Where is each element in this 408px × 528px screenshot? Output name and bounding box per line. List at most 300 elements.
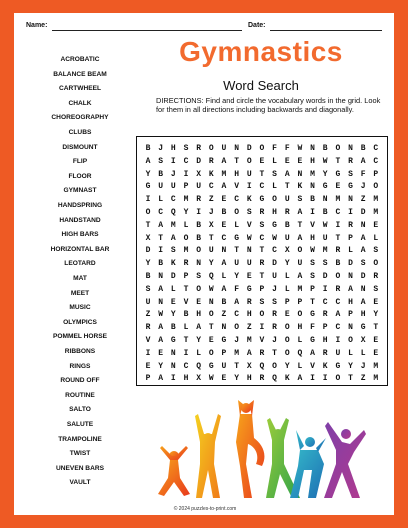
grid-letter[interactable]: S <box>170 246 176 256</box>
grid-letter[interactable]: H <box>183 374 189 384</box>
grid-letter[interactable]: B <box>158 169 164 179</box>
grid-letter[interactable]: U <box>208 246 214 256</box>
grid-letter[interactable]: Z <box>360 195 366 205</box>
grid-letter[interactable]: T <box>310 297 315 307</box>
grid-letter[interactable]: N <box>348 144 353 153</box>
grid-letter[interactable]: L <box>272 156 277 166</box>
grid-letter[interactable]: E <box>373 297 379 307</box>
grid-letter[interactable]: R <box>246 297 252 307</box>
grid-letter[interactable]: O <box>208 310 214 320</box>
grid-letter[interactable]: F <box>360 169 366 179</box>
grid-letter[interactable]: L <box>348 246 353 256</box>
grid-letter[interactable]: P <box>284 297 290 307</box>
grid-letter[interactable]: Z <box>360 374 366 384</box>
grid-letter[interactable]: C <box>335 208 341 217</box>
grid-letter[interactable]: Y <box>348 361 353 371</box>
grid-letter[interactable]: O <box>272 361 277 371</box>
grid-letter[interactable]: I <box>196 208 202 217</box>
grid-letter[interactable]: E <box>246 272 252 281</box>
grid-letter[interactable]: R <box>348 220 353 230</box>
grid-letter[interactable]: M <box>373 374 379 384</box>
grid-letter[interactable]: C <box>183 361 189 371</box>
grid-letter[interactable]: T <box>297 220 303 230</box>
grid-letter[interactable]: C <box>158 208 164 217</box>
grid-letter[interactable]: O <box>196 284 202 294</box>
grid-letter[interactable]: T <box>259 169 265 179</box>
grid-letter[interactable]: T <box>145 220 151 230</box>
grid-letter[interactable]: B <box>183 310 189 320</box>
grid-letter[interactable]: N <box>158 297 164 307</box>
grid-letter[interactable]: D <box>170 272 176 281</box>
grid-letter[interactable]: L <box>284 284 290 294</box>
grid-letter[interactable]: E <box>373 220 379 230</box>
grid-letter[interactable]: I <box>259 323 265 333</box>
grid-letter[interactable]: Y <box>373 310 379 320</box>
grid-letter[interactable]: S <box>259 220 265 230</box>
grid-letter[interactable]: R <box>145 323 151 333</box>
grid-letter[interactable]: N <box>221 323 227 333</box>
grid-letter[interactable]: Y <box>322 169 328 179</box>
grid-letter[interactable]: S <box>196 272 202 281</box>
grid-letter[interactable]: B <box>360 144 366 153</box>
grid-letter[interactable]: X <box>196 169 202 179</box>
grid-letter[interactable]: B <box>335 259 341 269</box>
grid-letter[interactable]: R <box>196 195 202 205</box>
grid-letter[interactable]: Z <box>221 310 227 320</box>
grid-letter[interactable]: O <box>259 144 265 153</box>
grid-letter[interactable]: M <box>170 220 176 230</box>
grid-letter[interactable]: R <box>208 156 214 166</box>
grid-letter[interactable]: H <box>348 297 353 307</box>
grid-letter[interactable]: R <box>335 284 341 294</box>
grid-letter[interactable]: R <box>284 208 290 217</box>
grid-letter[interactable]: F <box>272 144 277 153</box>
grid-letter[interactable]: J <box>360 361 366 371</box>
grid-letter[interactable]: E <box>170 297 176 307</box>
grid-letter[interactable]: N <box>170 348 176 358</box>
grid-letter[interactable]: G <box>310 310 315 320</box>
grid-letter[interactable]: T <box>259 272 265 281</box>
grid-letter[interactable]: A <box>221 259 227 269</box>
grid-letter[interactable]: V <box>234 182 239 192</box>
grid-letter[interactable]: J <box>234 336 239 345</box>
grid-letter[interactable]: D <box>246 144 252 153</box>
grid-letter[interactable]: A <box>360 297 366 307</box>
grid-letter[interactable]: X <box>196 374 202 384</box>
grid-letter[interactable]: A <box>158 220 164 230</box>
grid-letter[interactable]: E <box>284 310 290 320</box>
grid-letter[interactable]: O <box>196 246 202 256</box>
grid-letter[interactable]: O <box>234 323 239 333</box>
grid-letter[interactable]: O <box>208 348 214 358</box>
grid-letter[interactable]: A <box>335 310 341 320</box>
grid-letter[interactable]: H <box>246 374 252 384</box>
grid-letter[interactable]: X <box>145 233 151 243</box>
grid-letter[interactable]: T <box>335 156 341 166</box>
grid-letter[interactable]: R <box>373 272 379 281</box>
grid-letter[interactable]: Y <box>145 169 151 179</box>
grid-letter[interactable]: U <box>221 144 227 153</box>
grid-letter[interactable]: M <box>246 336 252 345</box>
grid-letter[interactable]: N <box>221 246 227 256</box>
grid-letter[interactable]: H <box>272 208 277 217</box>
grid-letter[interactable]: N <box>360 220 366 230</box>
grid-letter[interactable]: S <box>322 259 328 269</box>
grid-letter[interactable]: A <box>360 233 366 243</box>
grid-letter[interactable]: R <box>183 259 189 269</box>
grid-letter[interactable]: S <box>348 169 353 179</box>
grid-letter[interactable]: N <box>196 259 202 269</box>
grid-letter[interactable]: S <box>259 297 265 307</box>
grid-letter[interactable]: S <box>158 156 164 166</box>
grid-letter[interactable]: M <box>221 169 227 179</box>
grid-letter[interactable]: A <box>158 323 164 333</box>
grid-letter[interactable]: V <box>145 336 151 345</box>
grid-letter[interactable]: N <box>208 297 214 307</box>
grid-letter[interactable]: M <box>297 284 303 294</box>
grid-letter[interactable]: Y <box>284 361 290 371</box>
grid-letter[interactable]: E <box>221 220 227 230</box>
grid-letter[interactable]: V <box>259 336 265 345</box>
grid-letter[interactable]: C <box>373 156 379 166</box>
grid-letter[interactable]: V <box>183 297 189 307</box>
grid-letter[interactable]: R <box>196 144 202 153</box>
grid-letter[interactable]: O <box>373 182 379 192</box>
grid-letter[interactable]: N <box>158 272 164 281</box>
grid-letter[interactable]: J <box>208 208 214 217</box>
grid-letter[interactable]: W <box>322 156 328 166</box>
grid-letter[interactable]: B <box>322 144 328 153</box>
grid-letter[interactable]: J <box>158 144 164 153</box>
grid-letter[interactable]: A <box>158 336 164 345</box>
grid-letter[interactable]: W <box>158 310 164 320</box>
grid-letter[interactable]: N <box>310 144 315 153</box>
grid-letter[interactable]: M <box>310 169 315 179</box>
grid-letter[interactable]: T <box>234 156 239 166</box>
grid-letter[interactable]: Y <box>145 259 151 269</box>
grid-letter[interactable]: N <box>310 182 315 192</box>
grid-letter[interactable]: L <box>196 348 202 358</box>
grid-letter[interactable]: F <box>284 144 290 153</box>
grid-letter[interactable]: E <box>221 195 227 205</box>
grid-letter[interactable]: J <box>272 284 277 294</box>
grid-letter[interactable]: G <box>221 336 227 345</box>
grid-letter[interactable]: R <box>322 310 328 320</box>
grid-letter[interactable]: N <box>360 284 366 294</box>
grid-letter[interactable]: Q <box>208 272 214 281</box>
grid-letter[interactable]: O <box>183 233 189 243</box>
grid-letter[interactable]: S <box>272 169 277 179</box>
grid-letter[interactable]: P <box>322 323 328 333</box>
grid-letter[interactable]: B <box>322 208 328 217</box>
grid-letter[interactable]: A <box>284 169 290 179</box>
grid-letter[interactable]: H <box>297 323 303 333</box>
grid-letter[interactable]: C <box>183 156 189 166</box>
grid-letter[interactable]: B <box>145 144 151 153</box>
grid-letter[interactable]: S <box>373 246 379 256</box>
grid-letter[interactable]: B <box>158 259 164 269</box>
grid-letter[interactable]: T <box>234 361 239 371</box>
grid-letter[interactable]: J <box>170 169 176 179</box>
grid-letter[interactable]: O <box>234 208 239 217</box>
grid-letter[interactable]: R <box>259 259 265 269</box>
grid-letter[interactable]: K <box>246 195 252 205</box>
grid-letter[interactable]: I <box>158 246 164 256</box>
grid-letter[interactable]: C <box>234 310 239 320</box>
grid-letter[interactable]: A <box>310 348 315 358</box>
grid-letter[interactable]: U <box>246 259 252 269</box>
grid-letter[interactable]: A <box>158 374 164 384</box>
grid-letter[interactable]: B <box>196 233 202 243</box>
grid-letter[interactable]: O <box>246 156 252 166</box>
grid-letter[interactable]: Y <box>234 272 239 281</box>
grid-letter[interactable]: E <box>373 348 379 358</box>
grid-letter[interactable]: N <box>170 361 176 371</box>
grid-letter[interactable]: N <box>348 272 353 281</box>
grid-letter[interactable]: G <box>335 169 341 179</box>
grid-letter[interactable]: R <box>322 348 328 358</box>
grid-letter[interactable]: L <box>234 220 239 230</box>
grid-letter[interactable]: G <box>272 220 277 230</box>
grid-letter[interactable]: O <box>335 144 341 153</box>
grid-letter[interactable]: W <box>310 246 315 256</box>
grid-letter[interactable]: H <box>310 156 315 166</box>
grid-letter[interactable]: H <box>170 144 176 153</box>
grid-letter[interactable]: P <box>183 182 189 192</box>
grid-letter[interactable]: G <box>348 182 353 192</box>
grid-letter[interactable]: D <box>360 272 366 281</box>
grid-letter[interactable]: F <box>234 284 239 294</box>
grid-letter[interactable]: O <box>272 195 277 205</box>
grid-letter[interactable]: A <box>297 233 303 243</box>
grid-letter[interactable]: M <box>322 246 328 256</box>
grid-letter[interactable]: Q <box>170 208 176 217</box>
grid-letter[interactable]: O <box>297 246 303 256</box>
grid-letter[interactable]: G <box>322 182 328 192</box>
grid-letter[interactable]: W <box>322 220 328 230</box>
grid-letter[interactable]: L <box>297 336 303 345</box>
grid-letter[interactable]: N <box>322 195 328 205</box>
grid-letter[interactable]: H <box>322 336 328 345</box>
grid-letter[interactable]: A <box>246 348 252 358</box>
grid-letter[interactable]: S <box>360 259 366 269</box>
grid-letter[interactable]: T <box>373 323 379 333</box>
grid-letter[interactable]: U <box>196 182 202 192</box>
grid-letter[interactable]: O <box>208 144 214 153</box>
grid-letter[interactable]: T <box>272 348 277 358</box>
grid-letter[interactable]: M <box>183 195 189 205</box>
grid-letter[interactable]: L <box>297 361 303 371</box>
grid-letter[interactable]: R <box>272 323 277 333</box>
grid-letter[interactable]: C <box>259 182 265 192</box>
grid-letter[interactable]: U <box>297 259 303 269</box>
grid-letter[interactable]: P <box>373 169 379 179</box>
grid-letter[interactable]: H <box>196 310 202 320</box>
grid-letter[interactable]: L <box>373 233 379 243</box>
grid-letter[interactable]: X <box>360 336 366 345</box>
grid-letter[interactable]: U <box>170 182 176 192</box>
grid-letter[interactable]: B <box>170 323 176 333</box>
grid-letter[interactable]: A <box>170 233 176 243</box>
grid-letter[interactable]: N <box>348 323 353 333</box>
grid-letter[interactable]: P <box>221 348 227 358</box>
grid-letter[interactable]: D <box>272 259 277 269</box>
grid-letter[interactable]: E <box>196 297 202 307</box>
grid-letter[interactable]: O <box>284 348 290 358</box>
grid-letter[interactable]: X <box>246 361 252 371</box>
grid-letter[interactable]: B <box>284 220 290 230</box>
grid-letter[interactable]: I <box>183 169 189 179</box>
grid-letter[interactable]: I <box>322 374 328 384</box>
grid-letter[interactable]: I <box>335 220 341 230</box>
grid-letter[interactable]: G <box>246 284 252 294</box>
grid-letter[interactable]: M <box>335 195 341 205</box>
grid-letter[interactable]: E <box>158 348 164 358</box>
grid-letter[interactable]: U <box>284 195 290 205</box>
grid-letter[interactable]: M <box>373 208 379 217</box>
grid-letter[interactable]: Q <box>196 361 202 371</box>
grid-letter[interactable]: C <box>272 246 277 256</box>
grid-letter[interactable]: E <box>373 336 379 345</box>
grid-letter[interactable]: P <box>310 284 315 294</box>
grid-letter[interactable]: Y <box>234 374 239 384</box>
grid-letter[interactable]: T <box>335 233 341 243</box>
grid-letter[interactable]: T <box>208 323 214 333</box>
grid-letter[interactable]: Q <box>259 361 265 371</box>
grid-letter[interactable]: N <box>246 246 252 256</box>
grid-letter[interactable]: G <box>170 336 176 345</box>
grid-letter[interactable]: Y <box>170 310 176 320</box>
grid-letter[interactable]: Z <box>208 195 214 205</box>
grid-letter[interactable]: Q <box>297 348 303 358</box>
grid-letter[interactable]: C <box>259 233 265 243</box>
grid-letter[interactable]: D <box>196 156 202 166</box>
grid-letter[interactable]: W <box>208 284 214 294</box>
grid-letter[interactable]: Y <box>196 336 202 345</box>
grid-letter[interactable]: B <box>310 195 315 205</box>
grid-letter[interactable]: P <box>348 233 353 243</box>
grid-letter[interactable]: I <box>145 195 151 205</box>
grid-letter[interactable]: J <box>360 182 366 192</box>
grid-letter[interactable]: O <box>373 259 379 269</box>
grid-letter[interactable]: L <box>284 272 290 281</box>
grid-letter[interactable]: O <box>348 336 353 345</box>
grid-letter[interactable]: I <box>170 156 176 166</box>
grid-letter[interactable]: I <box>170 374 176 384</box>
grid-letter[interactable]: L <box>272 182 277 192</box>
grid-letter[interactable]: R <box>259 374 265 384</box>
grid-letter[interactable]: E <box>259 156 265 166</box>
grid-letter[interactable]: M <box>183 246 189 256</box>
grid-letter[interactable]: N <box>348 195 353 205</box>
grid-letter[interactable]: O <box>297 310 303 320</box>
grid-letter[interactable]: A <box>297 272 303 281</box>
grid-letter[interactable]: D <box>322 272 328 281</box>
grid-letter[interactable]: E <box>297 156 303 166</box>
grid-letter[interactable]: R <box>259 208 265 217</box>
grid-letter[interactable]: A <box>196 323 202 333</box>
grid-letter[interactable]: Q <box>272 374 277 384</box>
grid-letter[interactable]: L <box>360 348 366 358</box>
grid-letter[interactable]: G <box>259 195 265 205</box>
grid-letter[interactable]: V <box>310 361 315 371</box>
grid-letter[interactable]: A <box>145 156 151 166</box>
grid-letter[interactable]: N <box>297 169 303 179</box>
grid-letter[interactable]: C <box>234 195 239 205</box>
grid-letter[interactable]: O <box>335 374 341 384</box>
grid-letter[interactable]: S <box>145 284 151 294</box>
grid-letter[interactable]: G <box>360 323 366 333</box>
grid-letter[interactable]: I <box>183 348 189 358</box>
grid-letter[interactable]: U <box>234 259 239 269</box>
grid-letter[interactable]: E <box>221 374 227 384</box>
grid-letter[interactable]: M <box>373 361 379 371</box>
grid-letter[interactable]: G <box>234 233 239 243</box>
grid-letter[interactable]: E <box>145 361 151 371</box>
grid-letter[interactable]: C <box>373 144 379 153</box>
grid-letter[interactable]: U <box>272 272 277 281</box>
grid-letter[interactable]: A <box>221 156 227 166</box>
grid-letter[interactable]: O <box>259 310 265 320</box>
grid-letter[interactable]: U <box>246 169 252 179</box>
grid-letter[interactable]: B <box>196 220 202 230</box>
grid-letter[interactable]: A <box>297 374 303 384</box>
grid-letter[interactable]: E <box>208 336 214 345</box>
grid-letter[interactable]: L <box>183 220 189 230</box>
grid-letter[interactable]: R <box>348 156 353 166</box>
grid-letter[interactable]: U <box>221 361 227 371</box>
grid-letter[interactable]: T <box>183 336 189 345</box>
grid-letter[interactable]: W <box>208 374 214 384</box>
grid-letter[interactable]: B <box>221 297 227 307</box>
grid-letter[interactable]: U <box>284 233 290 243</box>
grid-letter[interactable]: S <box>310 272 315 281</box>
grid-letter[interactable]: I <box>322 284 328 294</box>
grid-letter[interactable]: P <box>297 297 303 307</box>
grid-letter[interactable]: S <box>183 144 189 153</box>
grid-letter[interactable]: O <box>335 272 341 281</box>
grid-letter[interactable]: X <box>208 220 214 230</box>
grid-letter[interactable]: Y <box>284 259 290 269</box>
grid-letter[interactable]: F <box>310 323 315 333</box>
grid-letter[interactable]: H <box>310 233 315 243</box>
grid-letter[interactable]: S <box>272 297 277 307</box>
grid-letter[interactable]: R <box>335 246 341 256</box>
grid-letter[interactable]: G <box>208 361 214 371</box>
grid-letter[interactable]: I <box>310 374 315 384</box>
grid-letter[interactable]: U <box>158 182 164 192</box>
grid-letter[interactable]: K <box>208 169 214 179</box>
grid-letter[interactable]: I <box>348 208 353 217</box>
grid-letter[interactable]: P <box>183 272 189 281</box>
grid-letter[interactable]: A <box>348 284 353 294</box>
grid-letter[interactable]: W <box>246 233 252 243</box>
grid-letter[interactable]: B <box>145 272 151 281</box>
grid-letter[interactable]: W <box>272 233 277 243</box>
grid-letter[interactable]: L <box>221 272 227 281</box>
grid-letter[interactable]: H <box>246 310 252 320</box>
grid-letter[interactable]: S <box>246 208 252 217</box>
grid-letter[interactable]: P <box>348 310 353 320</box>
grid-letter[interactable]: G <box>335 361 341 371</box>
grid-letter[interactable]: C <box>335 297 341 307</box>
grid-letter[interactable]: A <box>221 284 227 294</box>
grid-letter[interactable]: D <box>360 208 366 217</box>
grid-letter[interactable]: P <box>145 374 151 384</box>
grid-letter[interactable]: S <box>373 284 379 294</box>
grid-letter[interactable]: U <box>335 348 341 358</box>
grid-letter[interactable]: O <box>284 336 290 345</box>
